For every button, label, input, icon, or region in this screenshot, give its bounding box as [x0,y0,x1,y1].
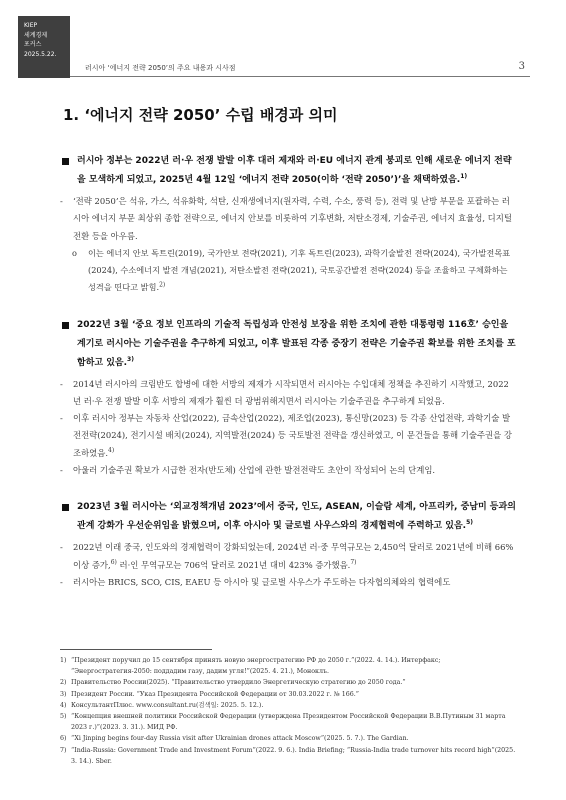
footnote-number: 1) [60,657,67,664]
dash-text: 이후 러시아 정부는 자동차 산업(2022), 금속산업(2022), 제조업(2023), 통신망(2023) 등 각종 산업전략, 과학기술 발전전략(2024), 전기시설 배치(2024), 지역발전(2024) 등 국토발전 전략을 갱신하였고, 이 문건들을 통해 기술주권을 강조하였음. [73,413,512,458]
sub-item [60,245,516,297]
footnote-ref: 3) [127,355,134,363]
footnote-text: Правительство России(2025). “Правительство утвердило Энергетическую стратегию до 2050 года.” [71,679,406,687]
footnote-item [60,733,518,744]
dash-marker: - [60,576,63,587]
series-label-1: 세계경제 [24,31,48,39]
bullet-text: 2022년 3월 ‘중요 정보 인프라의 기술적 독립성과 안전성 보장을 위한 조치에 관한 대통령령 116호’ 승인을 계기로 러시아는 기술주권을 추구하게 되었고, 이후 발표된 각종 중장기 전략은 기술주권 확보를 위한 조치를 포함하고 있음. [77,319,516,368]
running-title: 러시아 ‘에너지 전략 2050’의 주요 내용과 시사점 [85,64,236,72]
footnote-number: 6) [60,735,67,743]
square-bullet-icon [62,504,69,511]
publication-badge [18,16,70,78]
footnote-text: Президент России. “Указ Президента Российской Федерации от 30.03.2022 г. № 166.” [71,690,360,698]
dash-marker: - [60,378,63,389]
dash-text: 2022년 이래 중국, 인도와의 경제협력이 강화되었는데, 2024년 러·중 무역규모는 2,450억 달러로 2021년에 비해 66% 이상 증가, [73,542,514,570]
footnote-ref: 2) [159,281,166,289]
footnote-item [60,711,518,733]
dash-text: 2014년 러시아의 크림반도 합병에 대한 서방의 제재가 시작되면서 러시아는 수입대체 정책을 추진하기 시작했고, 2022년 러·우 전쟁 발발 이후 서방의 제재가 훨씬 더 광범위해지면서 러시아는 기술주권을 추구하게 되었음. [73,378,509,406]
bullet-paragraph [60,498,516,536]
sub-text: 이는 에너지 안보 독트린(2019), 국가안보 전략(2021), 기후 독트린(2023), 과학기술발전 전략(2024), 국가발전목표(2024), 수소에너지 발전 개념(2021), 저탄소발전 전략(2021), 국토공간발전 전략(2024) 등을 조율하고 구체화하는 성격을 띤다고 밝힘. [88,247,511,293]
footnote-text: “Xi Jinping begins four-day Russia visit after Ukrainian drones attack Moscow”(2025. 5. 7.). The Gardian. [71,735,409,743]
dash-item [60,193,516,245]
page-number: 3 [518,61,525,72]
footnote-text: КонсультантПлюс. www.consultant.ru(검색일: 2025. 5. 12.). [71,701,264,709]
dash-marker: - [60,542,63,553]
dash-marker: - [60,464,63,475]
dash-marker: - [60,196,63,206]
dash-marker: - [60,413,63,424]
header-divider [70,76,530,77]
footnote-item [60,745,518,767]
dash-item [60,462,516,479]
footnote-number: 7) [60,746,67,754]
footnote-number: 3) [60,690,67,698]
bullet-paragraph [60,152,516,190]
square-bullet-icon [62,322,69,329]
footnote-number: 2) [60,679,67,687]
footnote-ref: 4) [108,446,115,454]
footnote-number: 4) [60,701,67,709]
bullet-text: 러시아 정부는 2022년 러·우 전쟁 발발 이후 대러 제재와 러·EU 에너지 관계 붕괴로 인해 새로운 에너지 전략을 모색하게 되었고, 2025년 4월 12일 ‘에너지 전략 2050(이하 ‘전략 2050’)’을 채택하였음. [77,156,512,185]
circle-marker: o [72,247,77,258]
dash-item [60,539,516,574]
footnote-text: “India-Russia: Government Trade and Investment Forum”(2022. 9. 6.). India Briefing; “Russia-India trade turnover hits record high”(2025. 3. 14.). Sber. [71,746,516,765]
dash-item [60,574,516,591]
section-title: 1. ‘에너지 전략 2050’ 수립 배경과 의미 [63,106,338,124]
footnote-item [60,700,518,711]
footnote-ref: 1) [460,173,468,180]
dash-item [60,376,516,411]
dash-text: ‘전략 2050’은 석유, 가스, 석유화학, 석탄, 신재생에너지(원자력, 수력, 수소, 풍력 등), 전력 및 난방 부문을 포괄하는 러시아 에너지 부문 최상위 종합 전략으로, 에너지 안보를 비롯하여 기후변화, 저탄소경제, 기술주권, 에너지 효율성, 디지털 전환 등을 아우름. [73,196,512,241]
footnote-number: 5) [60,713,67,721]
dash-text: 아울러 기술주권 확보가 시급한 전자(반도체) 산업에 관한 발전전략도 초안이 작성되어 논의 단계임. [73,464,436,475]
bullet-text: 2023년 3월 러시아는 ‘외교정책개념 2023’에서 중국, 인도, ASEAN, 이슬람 세계, 아프리카, 중남미 등과의 관계 강화가 우선순위임을 밝혔으며, 이후 아시아 및 글로벌 사우스와의 경제협력에 주력하고 있음. [77,502,516,532]
footnotes [60,655,518,767]
footnote-ref: 5) [466,519,473,527]
square-bullet-icon [62,158,69,165]
footnote-divider [60,649,212,650]
body-content [60,152,516,591]
footnote-item [60,689,518,700]
dash-text-continued: 러·인 무역규모는 706억 달러로 2021년 대비 423% 증가했음. [116,559,351,570]
org-label: KIEP [24,22,38,29]
footnote-item [60,677,518,688]
bullet-paragraph [60,316,516,373]
dash-item [60,410,516,462]
footnote-ref: 6) [110,558,117,566]
footnote-text: “Президент поручил до 15 сентября принять новую энергостратегию РФ до 2050 г.”(2022. 4. 14.). Интерфакс; “Энергостратегия-2050: поддадим газу, дадим угля!”(2025. 4. 21.), Моноклъ. [71,657,441,676]
dash-text: 러시아는 BRICS, SCO, CIS, EAEU 등 아시아 및 글로벌 사우스가 주도하는 다자협의체와의 협력에도 [73,576,451,587]
footnote-ref: 7) [350,558,357,566]
series-label-2: 포커스 [24,41,42,48]
footnote-item [60,655,518,677]
footnote-text: “Концепция внешней политики Российской Федерации (утверждена Президентом Российской Федерации В.В.Путиным 31 марта 2023 г.)”(2023. 3. 31.). МИД РФ. [71,713,506,732]
publication-date: 2025.5.22. [24,50,57,58]
